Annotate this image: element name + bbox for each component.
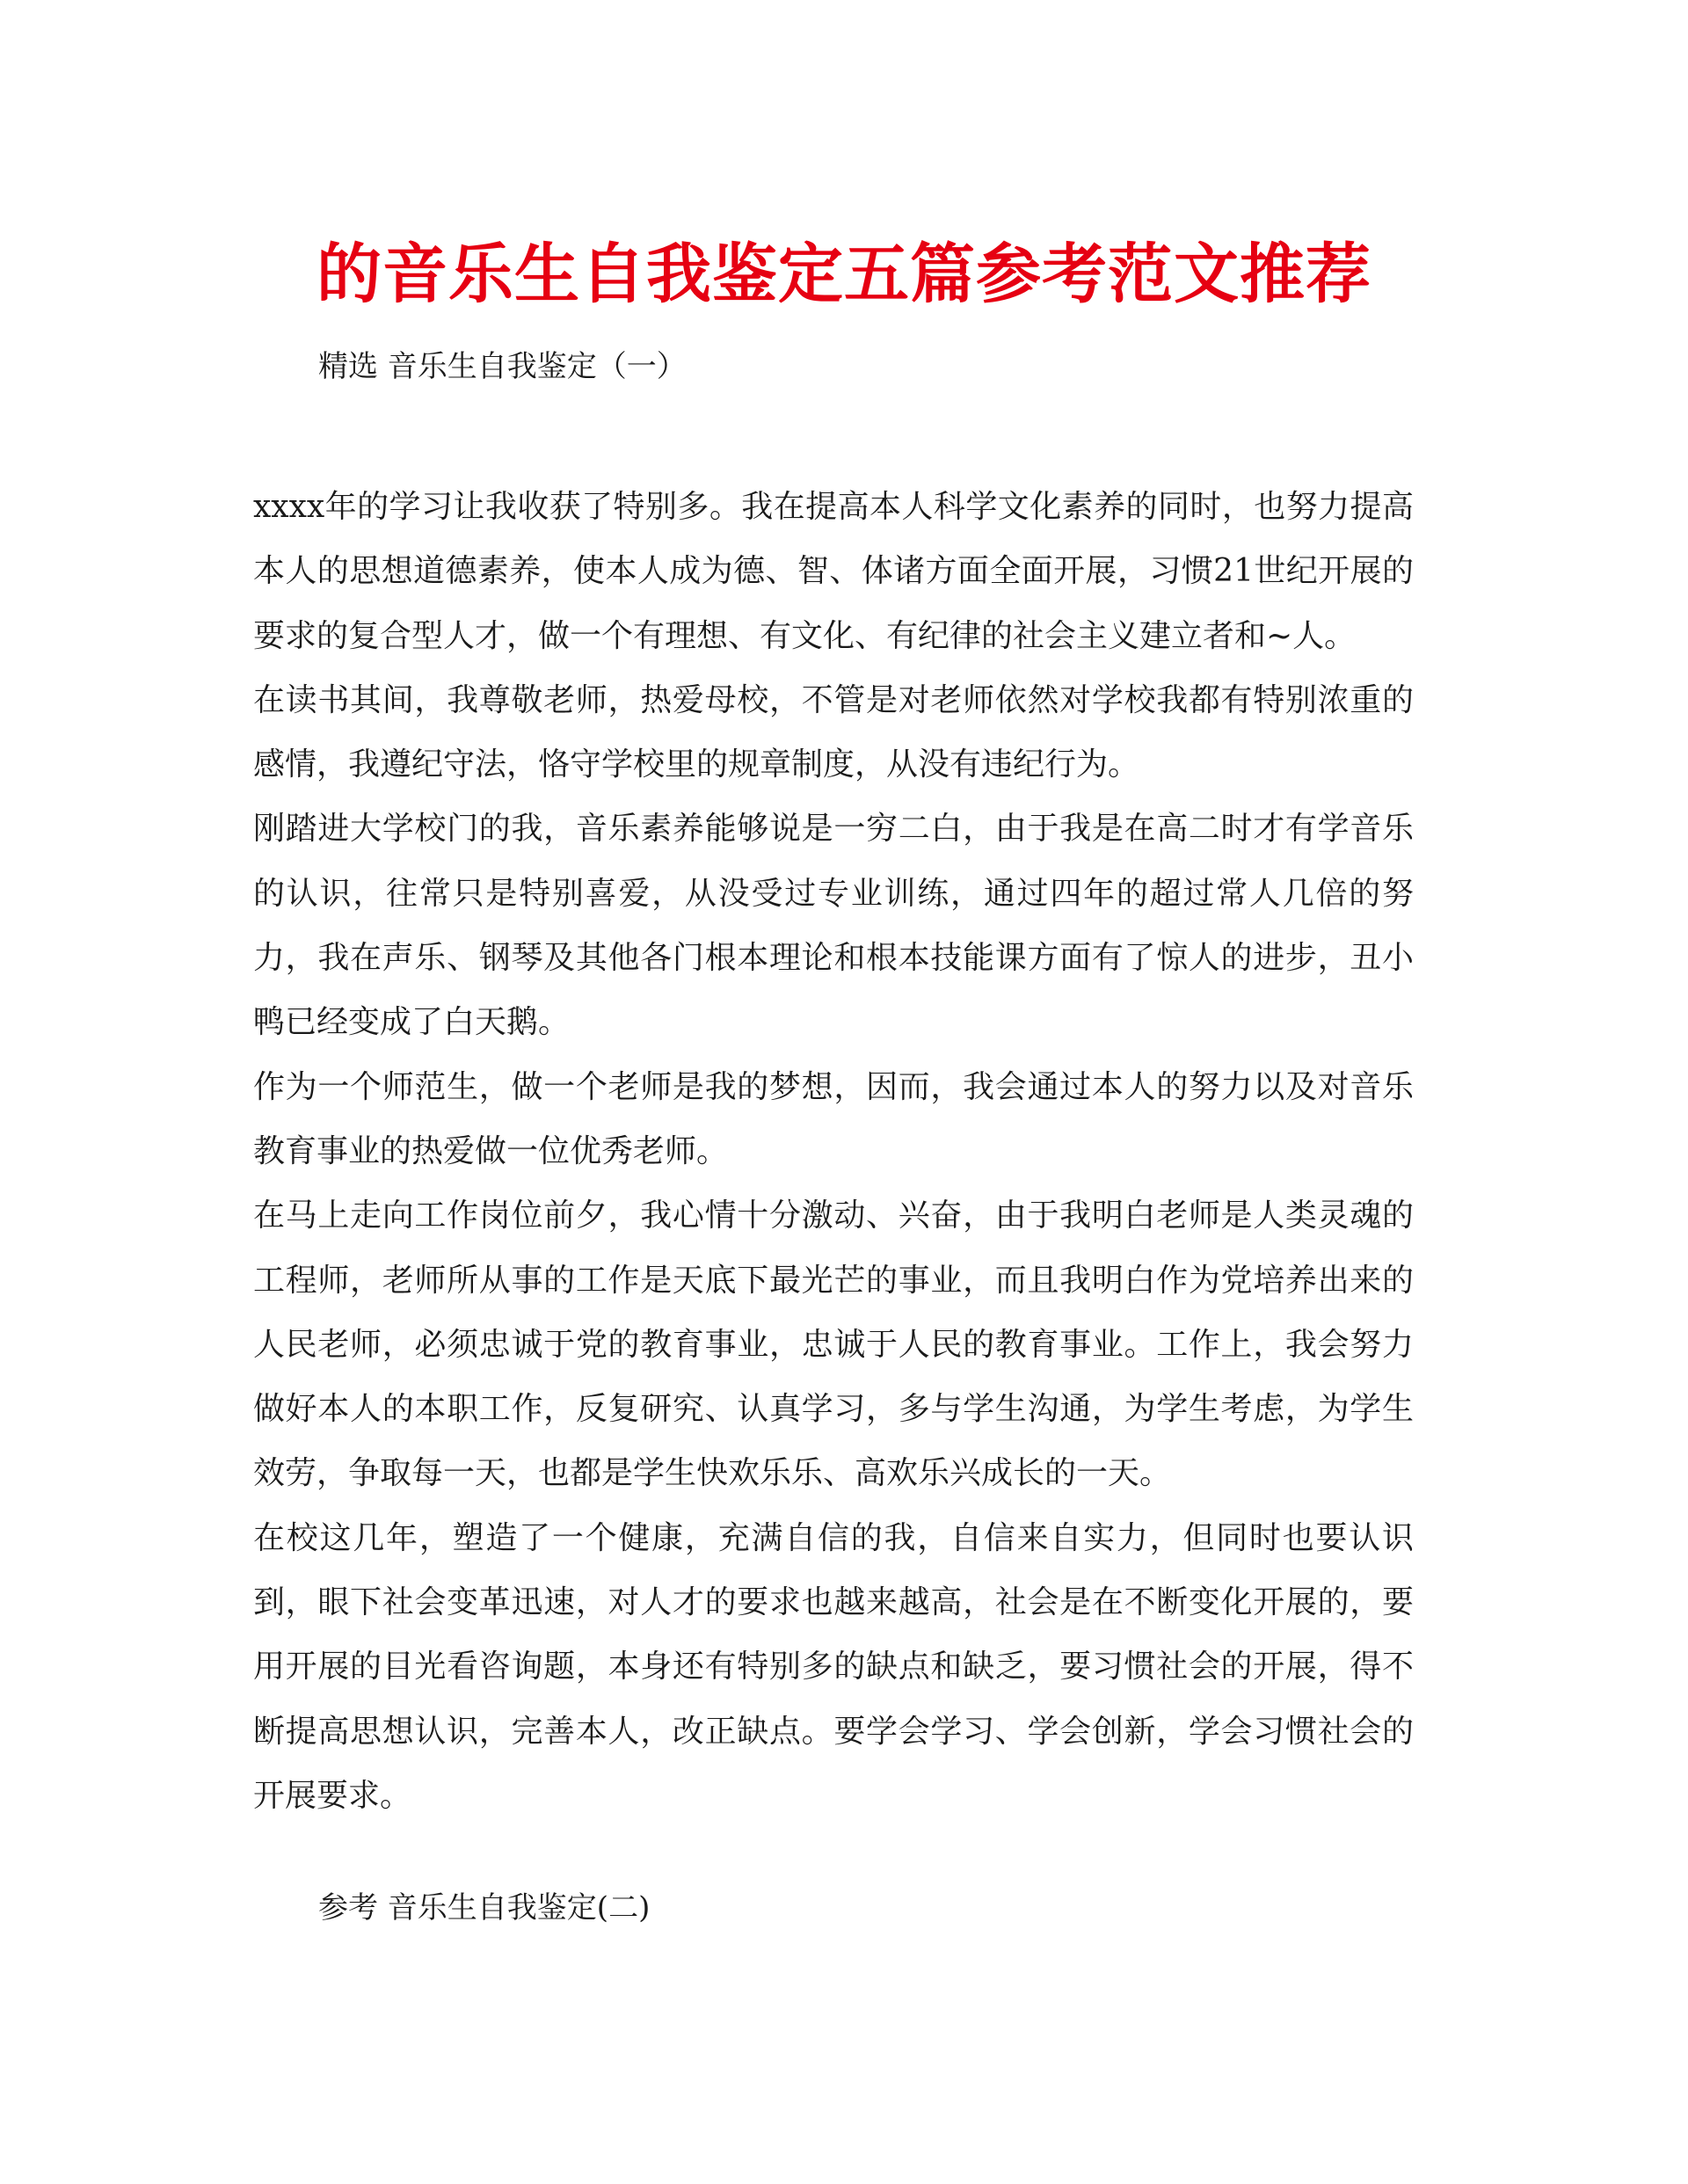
paragraph-4: 作为一个师范生，做一个老师是我的梦想，因而，我会通过本人的努力以及对音乐教育事业的热爱做一位优秀老师。 [253,1068,1414,1169]
paragraph-1: xxxx年的学习让我收获了特别多。我在提高本人科学文化素养的同时，也努力提高本人的思想道德素养，使本人成为德、智、体诸方面全面开展，习惯21世纪开展的要求的复合型人才，做一个有理想、有文化、有纪律的社会主义建立者和~人。 [253,489,1414,654]
section-heading-2: 参考 音乐生自我鉴定(二) [318,1890,651,1926]
section-heading-1: 精选 音乐生自我鉴定（一） [318,349,687,384]
paragraph-3: 刚踏进大学校门的我，音乐素养能够说是一穷二白，由于我是在高二时才有学音乐的认识，往常只是特别喜爱，从没受过专业训练，通过四年的超过常人几倍的努力，我在声乐、钢琴及其他各门根本理论和根本技能课方面有了惊人的进步，丑小鸭已经变成了白天鹅。 [253,811,1414,1041]
document-title: 的音乐生自我鉴定五篇参考范文推荐 [316,237,1372,312]
paragraph-5: 在马上走向工作岗位前夕，我心情十分激动、兴奋，由于我明白老师是人类灵魂的工程师，老师所从事的工作是天底下最光芒的事业，而且我明白作为党培养出来的人民老师，必须忠诚于党的教育事业，忠诚于人民的教育事业。工作上，我会努力做好本人的本职工作，反复研究、认真学习，多与学生沟通，为学生考虑，为学生效劳，争取每一天，也都是学生快欢乐乐、高欢乐兴成长的一天。 [253,1198,1414,1492]
paragraph-6: 在校这几年，塑造了一个健康，充满自信的我，自信来自实力，但同时也要认识到，眼下社会变革迅速，对人才的要求也越来越高，社会是在不断变化开展的，要用开展的目光看咨询题，本身还有特别多的缺点和缺乏，要习惯社会的开展，得不断提高思想认识，完善本人，改正缺点。要学会学习、学会创新，学会习惯社会的开展要求。 [253,1519,1414,1814]
document-body [253,475,1414,1828]
paragraph-2: 在读书其间，我尊敬老师，热爱母校，不管是对老师依然对学校我都有特别浓重的感情，我遵纪守法，恪守学校里的规章制度，从没有违纪行为。 [253,681,1414,783]
